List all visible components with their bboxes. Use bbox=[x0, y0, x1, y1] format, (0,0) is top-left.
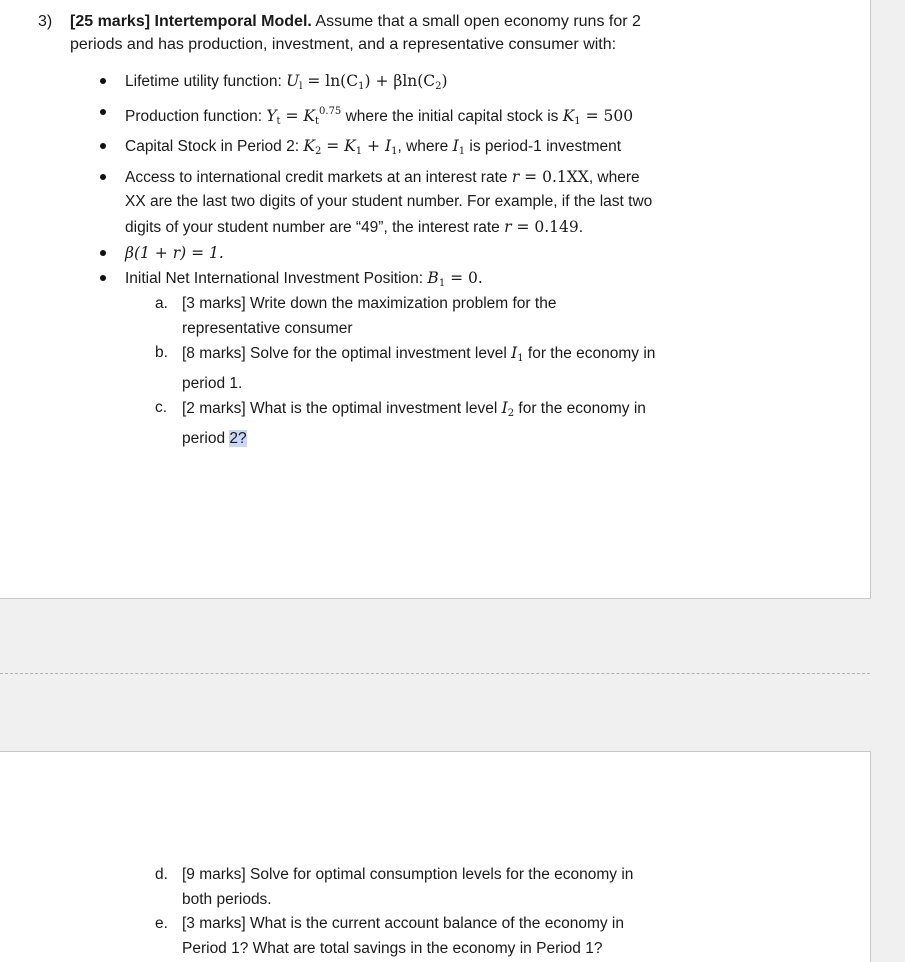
page-break-divider bbox=[0, 673, 870, 674]
assumption-capital-stock: Capital Stock in Period 2: $K_2 = K_1 + I_1$, where $I_1$ is period-1 investment bbox=[100, 134, 740, 165]
bullet-icon bbox=[100, 275, 106, 281]
question-parts-list-continued bbox=[155, 863, 755, 961]
assumption-credit-markets: Access to international credit markets at an interest rate r = 0.1XX, where XX are the last two digits of your student number. For example, if the last two digits of your student number are “49”, the interest rate r = 0.149. bbox=[100, 165, 740, 241]
bullet-icon bbox=[100, 109, 106, 115]
question-intro-line-1: Assume that a small open economy runs for 2 bbox=[315, 13, 641, 30]
bullet-icon bbox=[100, 78, 106, 84]
bullet-icon bbox=[100, 174, 106, 180]
question-parts-list bbox=[155, 292, 755, 452]
assumptions-list bbox=[100, 69, 740, 297]
part-e: e. [3 marks] What is the current account balance of the economy in Period 1? What are total savings in the economy in Period 1? bbox=[155, 915, 624, 957]
assumption-utility: Lifetime utility function: $U_l = \ln(C_1) + \beta\ln(C_2)$ bbox=[100, 69, 740, 100]
bullet-icon bbox=[100, 143, 106, 149]
part-d: d. [9 marks] Solve for optimal consumption levels for the economy in both periods. bbox=[155, 866, 634, 908]
assumption-production: Production function: $Y_t = K_t^{0.75}$ where the initial capital stock is $K_1 = 500$ bbox=[100, 100, 740, 135]
question-number: 3) bbox=[38, 13, 53, 30]
text-selection-highlight[interactable]: 2? bbox=[229, 429, 247, 447]
question-title: [25 marks] Intertemporal Model. bbox=[70, 13, 312, 30]
assumption-niip: Initial Net International Investment Position: $B_1 = 0$. bbox=[100, 266, 740, 297]
question-intro-line-2: periods and has production, investment, and a representative consumer with: bbox=[70, 36, 617, 53]
assumption-beta: β(1 + r) = 1. bbox=[100, 241, 740, 267]
bullet-icon bbox=[100, 250, 106, 256]
part-b: b. [8 marks] Solve for the optimal investment level $I_1$ for the economy in period 1. bbox=[155, 344, 656, 392]
part-a: a. [3 marks] Write down the maximization problem for the representative consumer bbox=[155, 295, 557, 337]
part-c: c. [2 marks] What is the optimal investment level $I_2$ for the economy in period 2? bbox=[155, 399, 646, 447]
question-header bbox=[38, 10, 678, 56]
